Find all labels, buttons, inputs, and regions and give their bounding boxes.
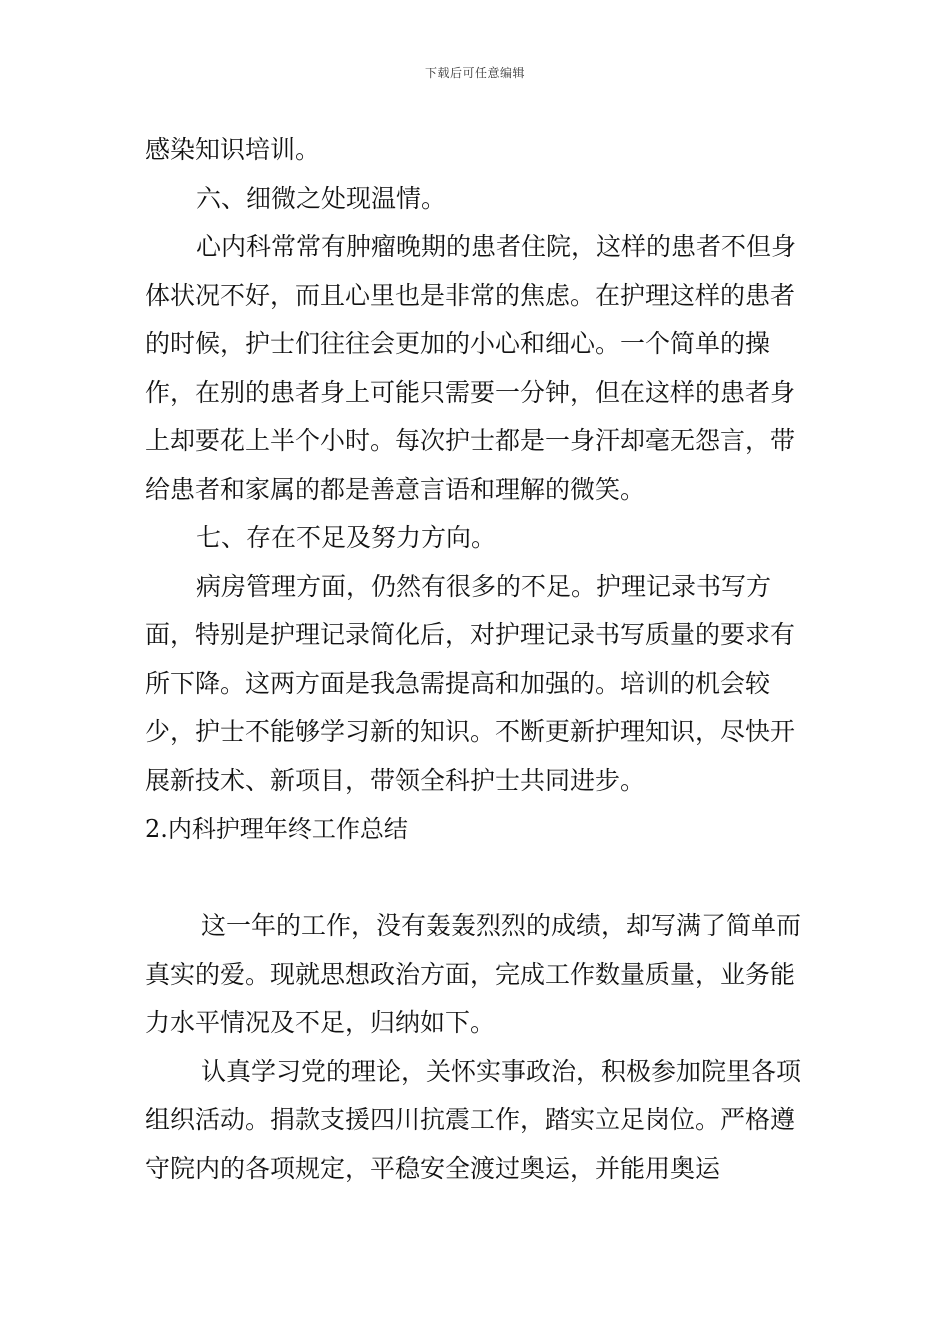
paragraph-continuation: 感染知识培训。 <box>145 135 321 164</box>
paragraph-shortcomings: 病房管理方面，仍然有很多的不足。护理记录书写方面，特别是护理记录简化后，对护理记录书写质量的要求有所下降。这两方面是我急需提高和加强的。培训的机会较少，护士不能够学习新的知识。不断更新护理知识，尽快开展新技术、新项目，带领全科护士共同进步。 <box>145 571 796 795</box>
document-body <box>145 126 810 1193</box>
paragraph-year-summary: 这一年的工作，没有轰轰烈烈的成绩，却写满了简单而真实的爱。现就思想政治方面，完成工作数量质量，业务能力水平情况及不足，归纳如下。 <box>145 911 802 1037</box>
page-header: 下载后可任意编辑 <box>424 66 525 80</box>
document-section-title: 2.内科护理年终工作总结 <box>145 815 408 843</box>
section-heading-six: 六、细微之处现温情。 <box>196 183 447 213</box>
paragraph-political-study: 认真学习党的理论，关怀实事政治，积极参加院里各项组织活动。捐款支援四川抗震工作，踏实立足岗位。严格遵守院内的各项规定，平稳安全渡过奥运，并能用奥运 <box>145 1056 802 1183</box>
section-heading-seven: 七、存在不足及努力方向。 <box>196 523 497 552</box>
paragraph-warmth: 心内科常常有肿瘤晚期的患者住院，这样的患者不但身体状况不好，而且心里也是非常的焦虑。在护理这样的患者的时候，护士们往往会更加的小心和细心。一个简单的操作，在别的患者身上可能只需要一分钟，但在这样的患者身上却要花上半个小时。每次护士都是一身汗却毫无怨言，带给患者和家属的都是善意言语和理解的微笑。 <box>145 232 797 504</box>
